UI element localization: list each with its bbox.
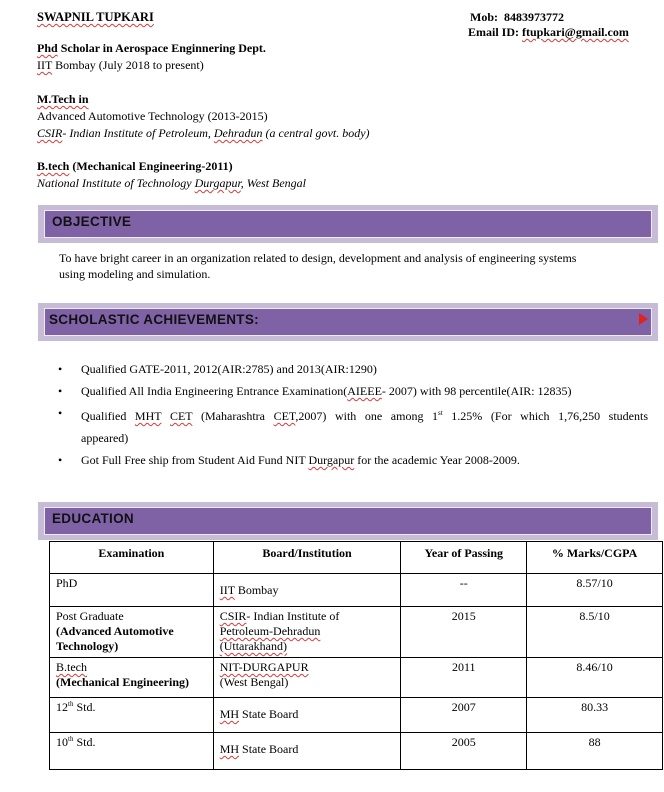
btech-nit: National Institute of Technology <box>37 176 195 190</box>
exam-btech-branch: (Mechanical Engineering) <box>56 675 189 689</box>
btech-title <box>37 159 233 174</box>
mobile-line <box>470 10 564 25</box>
exam-cell <box>50 607 214 658</box>
objective-band-inner <box>44 210 652 238</box>
education-heading: EDUCATION <box>52 511 134 526</box>
achievement-freeship-b: Durgapur <box>308 453 355 467</box>
scholastic-list <box>58 358 648 471</box>
board-westbengal: (West Bengal) <box>219 675 289 689</box>
board-mh: MH <box>219 707 240 721</box>
education-band-inner <box>44 507 652 535</box>
exam-12-num: 12 <box>56 700 68 714</box>
board-bombay: Bombay <box>234 583 279 597</box>
achievement-mht-b: MHT <box>134 409 162 423</box>
board-cell <box>213 733 401 770</box>
achievement-freeship-c: for the academic Year 2008-2009. <box>354 453 520 467</box>
board-mh: MH <box>219 742 240 756</box>
mtech-csir: CSIR <box>37 126 63 140</box>
achievement-mht-e: (Maharashtra <box>192 409 274 423</box>
exam-cell <box>50 733 214 770</box>
column-header: Year of Passing <box>401 542 527 574</box>
list-item <box>58 402 648 449</box>
achievement-mht-sup: st <box>438 409 443 417</box>
objective-line-2: using modeling and simulation. <box>59 267 211 281</box>
year-cell: 2011 <box>401 658 527 698</box>
btech-branch: (Mechanical Engineering-2011) <box>69 159 233 173</box>
education-section-header <box>38 502 658 540</box>
achievement-aieee-b: AIEEE <box>347 384 382 398</box>
mtech-program: Advanced Automotive Technology (2013-2015) <box>37 109 268 123</box>
achievement-aieee-a: Qualified All India Engineering Entrance Examination( <box>81 384 348 398</box>
table-row <box>50 658 663 698</box>
year-cell: -- <box>401 574 527 607</box>
exam-pg-branch: (Advanced Automotive Technology) <box>56 624 174 653</box>
marks-cell: 8.5/10 <box>527 607 663 658</box>
email-line <box>468 25 629 40</box>
board-csir: CSIR <box>219 609 247 623</box>
marks-cell: 88 <box>527 733 663 770</box>
candidate-name: SWAPNIL TUPKARI <box>37 10 154 24</box>
achievement-mht-h: 1.25% (For which 1,76,250 students appeared) <box>81 409 648 445</box>
triangle-arrow-icon <box>639 313 648 325</box>
phd-title <box>37 41 266 56</box>
mtech-title: M.Tech in <box>37 92 89 106</box>
list-item <box>58 358 648 380</box>
table-header-row <box>50 542 663 574</box>
exam-cell <box>50 698 214 733</box>
board-cell <box>213 658 401 698</box>
phd-duration: Bombay (July 2018 to present) <box>52 58 204 72</box>
achievement-mht-c <box>161 409 170 423</box>
table-row <box>50 698 663 733</box>
board-state: State Board <box>239 742 299 756</box>
marks-cell: 80.33 <box>527 698 663 733</box>
exam-10-sup: th <box>68 735 74 743</box>
achievement-mht-d: CET <box>169 409 193 423</box>
exam-12-sup: th <box>68 700 74 708</box>
achievement-mht-g: ,2007) with one among 1 <box>295 409 439 423</box>
email-label: Email ID: <box>468 25 519 39</box>
btech-abbrev: B.tech <box>37 159 70 173</box>
column-header: % Marks/CGPA <box>527 542 663 574</box>
list-item <box>58 449 648 471</box>
achievement-mht-f: CET <box>273 409 296 423</box>
year-cell: 2007 <box>401 698 527 733</box>
board-petroleum: Petroleum-Dehradun <box>219 624 321 638</box>
table-row <box>50 733 663 770</box>
objective-line-1: To have bright career in an organization related to design, development and analysis of engineering systems <box>59 251 577 265</box>
phd-dept: Scholar in Aerospace Enginnering Dept. <box>57 41 266 55</box>
board-iip: - Indian Institute of <box>246 609 340 623</box>
achievement-freeship-a: Got Full Free ship from Student Aid Fund NIT <box>81 453 309 467</box>
marks-cell: 8.57/10 <box>527 574 663 607</box>
mtech-dehradun: Dehradun <box>213 126 263 140</box>
column-header: Board/Institution <box>213 542 401 574</box>
btech-institute <box>37 176 306 191</box>
board-state: State Board <box>239 707 299 721</box>
email-address[interactable]: ftupkari@gmail.com <box>522 25 629 39</box>
mtech-institute <box>37 126 370 141</box>
exam-cell <box>50 658 214 698</box>
list-item <box>58 380 648 402</box>
exam-12-rest: Std. <box>73 700 96 714</box>
exam-btech: B.tech <box>56 660 87 674</box>
btech-state: , West Bengal <box>240 176 307 190</box>
objective-section-header <box>38 205 658 243</box>
phd-abbrev: Phd <box>37 41 58 55</box>
exam-pg: Post Graduate <box>56 609 124 623</box>
btech-durgapur: Durgapur <box>194 176 241 190</box>
board-iit: IIT <box>219 583 235 597</box>
achievement-aieee-c: - 2007) with 98 percentile(AIR: 12835) <box>381 384 572 398</box>
achievement-mht-a: Qualified <box>81 409 135 423</box>
exam-10-rest: Std. <box>73 735 96 749</box>
year-cell: 2005 <box>401 733 527 770</box>
phd-institute <box>37 58 204 73</box>
marks-cell: 8.46/10 <box>527 658 663 698</box>
year-cell: 2015 <box>401 607 527 658</box>
board-cell <box>213 698 401 733</box>
scholastic-heading: SCHOLASTIC ACHIEVEMENTS: <box>49 312 259 327</box>
objective-heading: OBJECTIVE <box>52 214 132 229</box>
mobile-number: 8483973772 <box>504 10 564 24</box>
exam-phd: PhD <box>56 576 78 590</box>
board-cell <box>213 574 401 607</box>
education-table <box>49 541 663 770</box>
phd-iit: IIT <box>37 58 53 72</box>
board-uttarakhand: (Uttarakhand) <box>219 639 288 653</box>
mtech-govt: (a central govt. body) <box>262 126 370 140</box>
scholastic-section-header <box>38 303 658 341</box>
mtech-iip: - Indian Institute of Petroleum, <box>62 126 214 140</box>
table-row <box>50 607 663 658</box>
achievement-gate: Qualified GATE-2011, 2012(AIR:2785) and 2013(AIR:1290) <box>81 362 377 376</box>
exam-cell <box>50 574 214 607</box>
board-cell <box>213 607 401 658</box>
mobile-label: Mob: <box>470 10 498 24</box>
column-header: Examination <box>50 542 214 574</box>
exam-10-num: 10 <box>56 735 68 749</box>
table-row <box>50 574 663 607</box>
board-nit: NIT-DURGAPUR <box>219 660 309 674</box>
